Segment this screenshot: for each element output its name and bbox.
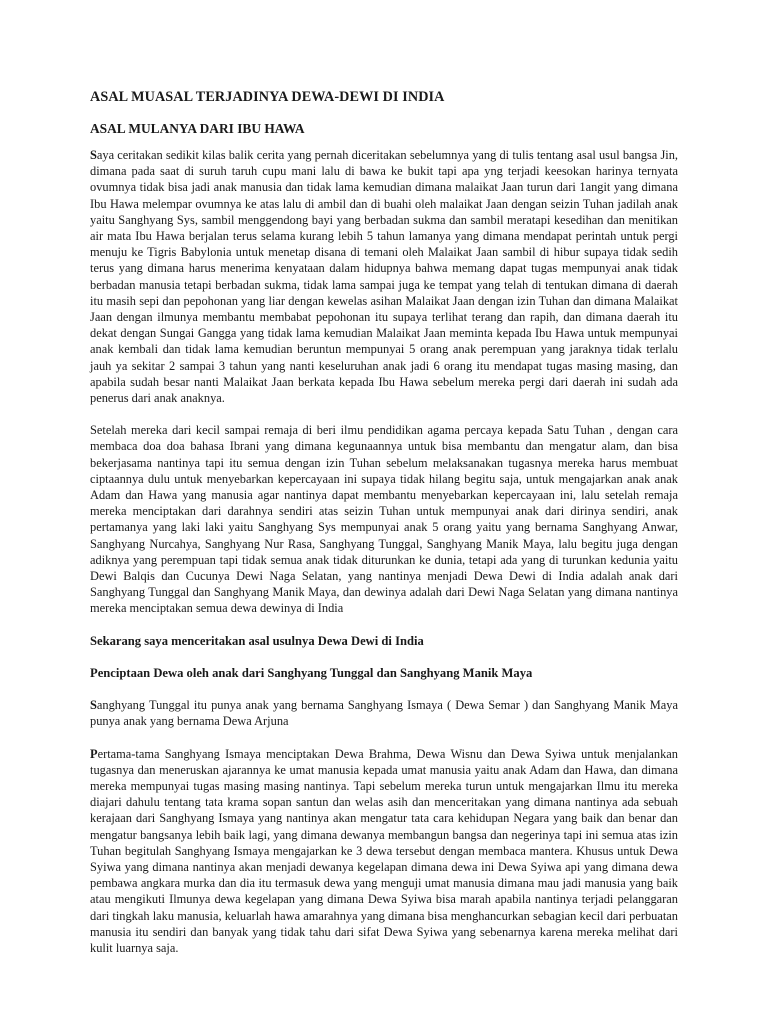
- document-page: [90, 88, 678, 972]
- drop-letter: P: [90, 746, 98, 761]
- paragraph-2: Setelah mereka dari kecil sampai remaja di beri ilmu pendidikan agama percaya kepada Satu Tuhan , dengan cara membaca doa doa bahasa Ibrani yang dimana kegunaannya untuk bisa membantu dan mengatur alam, dan bisa bekerjasama nantinya tapi itu semua dengan izin Tuhan sebelum melaksanakan tugasnya mereka harus membuat ciptaannya dulu untuk menyebarkan kepercayaan ini supaya tidak hilang begitu saja, untuk mengajarkan anak anak Adam dan Hawa yang manusia agar nantinya dapat membantu menyebarkan kepercayaan ini, lalu setelah remaja mereka menciptakan dari darahnya sendiri atas seizin Tuhan untuk mempunyai anak dari dirinya sendiri, anak pertamanya yang laki laki yaitu Sanghyang Sys mempunyai anak 5 orang yaitu yang bernama Sanghyang Anwar, Sanghyang Nurcahya, Sanghyang Nur Rasa, Sanghyang Tunggal, Sanghyang Manik Maya, lalu begitu juga dengan adiknya yang perempuan tapi tidak semua anak tidak diturunkan ke dunia, tetapi ada yang di turunkan kedunia yaitu Dewi Balqis dan Cucunya Dewi Naga Selatan, yang nantinya menjadi Dewa Dewi di India adalah anak dari Sanghyang Tunggal dan Sanghyang Manik Maya, dan dewinya adalah dari Dewi Naga Selatan yang dimana nantinya mereka menciptakan semua dewa dewinya di India: [90, 423, 678, 616]
- document-title: ASAL MUASAL TERJADINYA DEWA-DEWI DI INDIA: [90, 89, 445, 105]
- document-subtitle: ASAL MULANYA DARI IBU HAWA: [90, 121, 305, 136]
- drop-letter: S: [90, 698, 97, 713]
- paragraph-3: [90, 697, 678, 729]
- paragraph-4: [90, 746, 678, 957]
- section-heading-2: Penciptaan Dewa oleh anak dari Sanghyang Tunggal dan Sanghyang Manik Maya: [90, 665, 533, 680]
- drop-letter: S: [90, 148, 97, 162]
- paragraph-text: ertama-tama Sanghyang Ismaya menciptakan Dewa Brahma, Dewa Wisnu dan Dewa Syiwa untuk menjalankan tugasnya dan meneruskan ajarannya ke umat manusia kepada umat manusia yaitu anak Adam dan Hawa, dan dimana mereka mempunyai tugas masing masing nantinya. Tapi sebelum mereka turun untuk mengajarkan Ilmu itu mereka diajari dahulu tentang tata krama sopan santun dan welas asih dan menceritakan yang dimana nantinya ada sebuah kerajaan dari Sanghyang Ismaya yang nantinya akan mengatur tata cara kehidupan Negara yang baik dan benar dan mengatur bangsanya lebih baik lagi, yang dimana dewanya membangun bangsa dan negerinya tapi ini semua atas izin Tuhan begitulah Sanghyang Ismaya mengajarkan ke 3 dewa tersebut dengan membaca mantera. Khusus untuk Dewa Syiwa yang dimana nantinya akan menjadi dewanya kegelapan dimana dewa ini Dewa Syiwa api yang dimana dewa pembawa angkara murka dan dia itu termasuk dewa yang menguji umat manusia dimana mau jadi manusia yang baik atau mengikuti Ilmunya dewa kegelapan yang dimana Dewa Syiwa bisa marah apabila nantinya terjadi pelanggaran dari tingkah laku manusia, keluarlah hawa amarahnya yang dimana bisa menghancurkan sebagian kecil dari perbuatan manusia itu sendiri dan banyak yang tidak tahu dari sifat Dewa Syiwa yang sebenarnya karena mereka melihat dari kulit luarnya saja.: [90, 746, 678, 955]
- paragraph-1: [90, 147, 678, 406]
- paragraph-text: anghyang Tunggal itu punya anak yang bernama Sanghyang Ismaya ( Dewa Semar ) dan Sanghyang Manik Maya punya anak yang bernama Dewa Arjuna: [90, 698, 678, 729]
- section-heading-1: Sekarang saya menceritakan asal usulnya Dewa Dewi di India: [90, 633, 424, 648]
- paragraph-text: aya ceritakan sedikit kilas balik cerita yang pernah diceritakan sebelumnya yang di tulis tentang asal usul bangsa Jin, dimana pada saat di suruh taruh cupu mani lalu di bawa ke bukit tapi apa yng terjadi keesokan harinya ternyata ovumnya tidak bisa jadi anak manusia dan tidak lama kemudian dimana malaikat Jaan turun dari 1angit yang dimana Ibu Hawa melempar ovumnya ke atas lalu di ambil dan di buahi oleh malaikat Jaan dengan seizin Tuhan jadilah anak yaitu Sanghyang Sys, sambil menggendong bayi yang berbadan sukma dan sambil meratapi kesedihan dan menitikan air mata Ibu Hawa berjalan terus selama kurang lebih 5 tahun lamanya yang dimana mendapat perintah untuk pergi menuju ke Tigris Babylonia untuk menetap disana di temani oleh Malaikat Jaan sambil di hibur supaya tidak sedih terus yang dimana harus menerima kenyataan dalam hidupnya bahwa memang dapat tugas mempunyai anak tidak berbadan manusia tetapi berbadan sukma, tidak lama sampai juga ke tempat yang telah di tentukan dimana di daerah itu masih sepi dan pepohonan yang liar dengan kewelas asihan Malaikat Jaan dengan izin Tuhan dan dimana Malaikat Jaan dengan ilmunya membantu membabat pepohonan itu supaya terlihat terang dan rapih, dan dimana daerah itu dekat dengan Sungai Gangga yang tidak lama kemudian Malaikat Jaan meminta kepada Ibu Hawa untuk mempunyai anak kembali dan tidak lama kemudian beruntun mempunyai 5 orang anak perempuan yang jaraknya tidak terlalu jauh ya sekitar 2 sampai 3 tahun yang nanti keseluruhan anak jadi 6 orang itu mendapat tugas masing masing, dan apabila sudah besar nanti Malaikat Jaan berkata kepada Ibu Hawa sebelum mereka pergi dari daerah ini sudah ada penerus dari anak anaknya.: [90, 148, 678, 406]
